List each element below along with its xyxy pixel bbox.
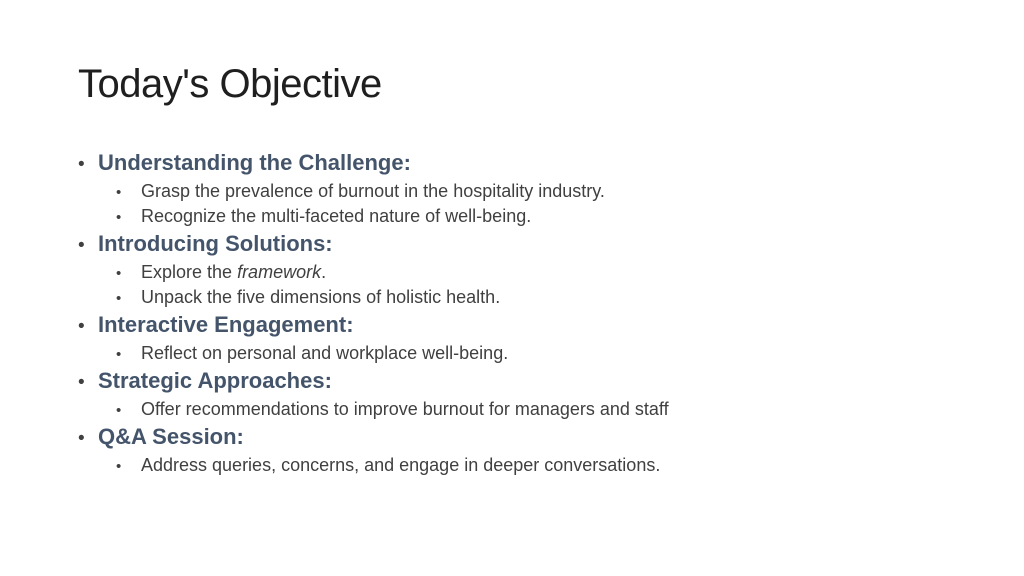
section-strategic-approaches bbox=[78, 368, 978, 399]
list-item bbox=[78, 206, 978, 231]
list-item-suffix: . bbox=[321, 262, 327, 282]
list-item bbox=[78, 181, 978, 206]
section-heading: Understanding the Challenge: bbox=[98, 150, 411, 175]
list-item-text bbox=[141, 262, 326, 283]
bullet-dot-icon: • bbox=[78, 316, 85, 337]
bullet-dot-icon: • bbox=[116, 346, 122, 363]
section-heading: Strategic Approaches: bbox=[98, 368, 332, 393]
list-item-prefix: Explore the bbox=[141, 262, 238, 282]
list-item-text: Grasp the prevalence of burnout in the hospitality industry. bbox=[141, 181, 605, 201]
list-item bbox=[78, 262, 978, 287]
bullet-dot-icon: • bbox=[116, 402, 122, 419]
section-heading: Interactive Engagement: bbox=[98, 312, 354, 337]
bullet-dot-icon: • bbox=[116, 184, 122, 201]
list-item-text: Recognize the multi-faceted nature of well-being. bbox=[141, 206, 532, 226]
section-introducing-solutions bbox=[78, 231, 978, 262]
list-item-text: Address queries, concerns, and engage in deeper conversations. bbox=[141, 455, 661, 475]
list-item bbox=[78, 287, 978, 312]
section-understanding-challenge bbox=[78, 150, 978, 181]
bullet-dot-icon: • bbox=[78, 428, 85, 449]
bullet-dot-icon: • bbox=[116, 209, 122, 226]
section-interactive-engagement bbox=[78, 312, 978, 343]
framework-emphasis: framework bbox=[237, 262, 322, 282]
list-item-text: Offer recommendations to improve burnout for managers and staff bbox=[141, 399, 669, 419]
section-heading: Introducing Solutions: bbox=[98, 231, 333, 256]
bullet-dot-icon: • bbox=[116, 265, 122, 282]
bullet-dot-icon: • bbox=[116, 290, 122, 307]
list-item bbox=[78, 399, 978, 424]
list-item-text: Unpack the five dimensions of holistic health. bbox=[141, 287, 501, 307]
section-qa-session bbox=[78, 424, 978, 455]
bullet-dot-icon: • bbox=[78, 372, 85, 393]
list-item bbox=[78, 343, 978, 368]
list-item-text: Reflect on personal and workplace well-being. bbox=[141, 343, 509, 363]
section-heading: Q&A Session: bbox=[98, 424, 244, 449]
bullet-dot-icon: • bbox=[116, 458, 122, 475]
slide-title: Today's Objective bbox=[78, 62, 382, 106]
bullet-dot-icon: • bbox=[78, 154, 85, 175]
bullet-dot-icon: • bbox=[78, 235, 85, 256]
objective-list bbox=[78, 150, 978, 480]
list-item bbox=[78, 455, 978, 480]
